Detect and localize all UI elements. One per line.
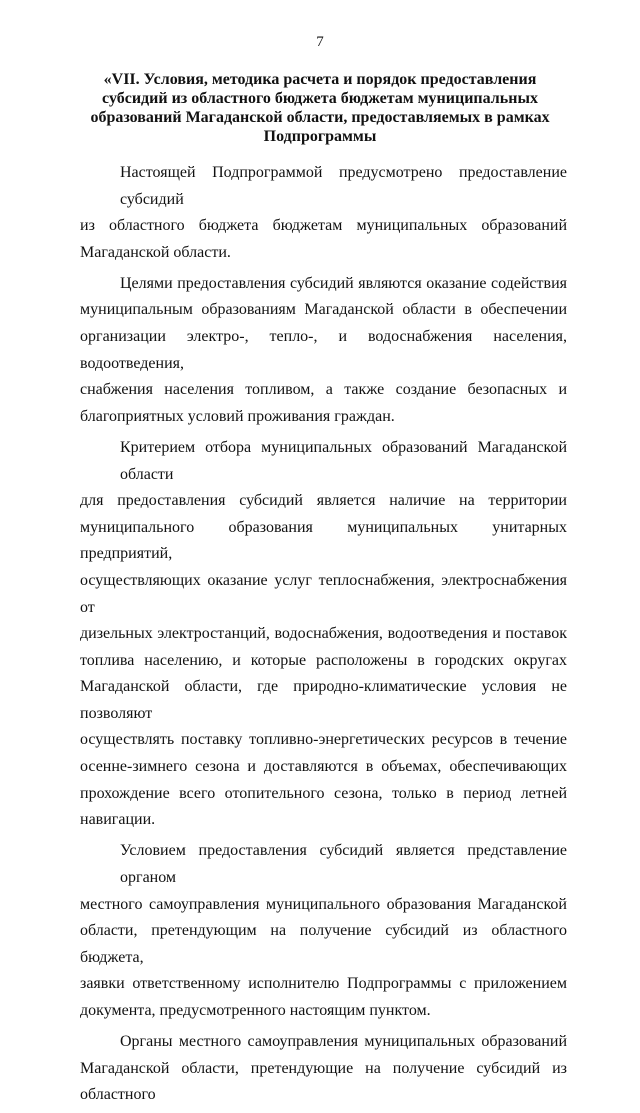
text-line: осуществляющих оказание услуг теплоснабжения, электроснабжения от <box>80 571 567 616</box>
text-line: организации электро-, тепло-, и водоснабжения населения, водоотведения, <box>80 328 567 372</box>
paragraph <box>80 838 567 1024</box>
text-line: из областного бюджета бюджетам муниципальных образований <box>80 217 567 235</box>
body-text <box>80 160 567 1113</box>
section-heading <box>80 70 560 146</box>
heading-line: образований Магаданской области, предоставляемых в рамках <box>90 109 550 126</box>
page-number: 7 <box>316 34 324 50</box>
text-line: Целями предоставления субсидий являются оказание содействия <box>120 274 567 292</box>
text-line: Магаданской области, претендующие на получение субсидий из областного <box>80 1059 567 1104</box>
text-line: Магаданской области. <box>80 243 231 261</box>
text-line: для предоставления субсидий является наличие на территории <box>80 492 567 510</box>
heading-line: Подпрограммы <box>263 128 377 145</box>
text-line: муниципальным образованиям Магаданской области в обеспечении <box>80 301 567 319</box>
heading-line: «VII. Условия, методика расчета и порядок предоставления <box>103 71 537 88</box>
paragraph <box>80 1029 567 1109</box>
text-line: области, претендующим на получение субсидий из областного бюджета, <box>80 922 567 966</box>
text-line: снабжения населения топливом, а также создание безопасных и <box>80 381 567 399</box>
text-line: Настоящей Подпрограммой предусмотрено предоставление субсидий <box>120 164 567 208</box>
text-line: Критерием отбора муниципальных образований Магаданской области <box>120 438 567 483</box>
text-line: осуществлять поставку топливно-энергетических ресурсов в течение <box>80 731 567 749</box>
paragraph <box>80 160 567 266</box>
text-line: местного самоуправления муниципального образования Магаданской <box>80 895 567 913</box>
text-line: навигации. <box>80 811 156 829</box>
paragraph <box>80 271 567 431</box>
text-line: муниципального образования муниципальных унитарных предприятий, <box>80 518 567 563</box>
text-line: Условием предоставления субсидий является представление органом <box>120 842 567 886</box>
text-line: дизельных электростанций, водоснабжения, водоотведения и поставок <box>80 625 567 643</box>
text-line: топлива населению, и которые расположены в городских округах <box>80 651 567 669</box>
text-line: Органы местного самоуправления муниципальных образований <box>120 1033 567 1050</box>
text-line: документа, предусмотренного настоящим пунктом. <box>80 1001 431 1019</box>
heading-line: субсидий из областного бюджета бюджетам муниципальных <box>102 90 538 107</box>
paragraph <box>80 435 567 834</box>
text-line: благоприятных условий проживания граждан. <box>80 407 395 425</box>
text-line: осенне-зимнего сезона и доставляются в объемах, обеспечивающих <box>80 758 567 776</box>
text-line: заявки ответственному исполнителю Подпрограммы с приложением <box>80 975 567 993</box>
text-line: Магаданской области, где природно-климатические условия не позволяют <box>80 678 567 722</box>
text-line: прохождение всего отопительного сезона, только в период летней <box>80 784 567 802</box>
